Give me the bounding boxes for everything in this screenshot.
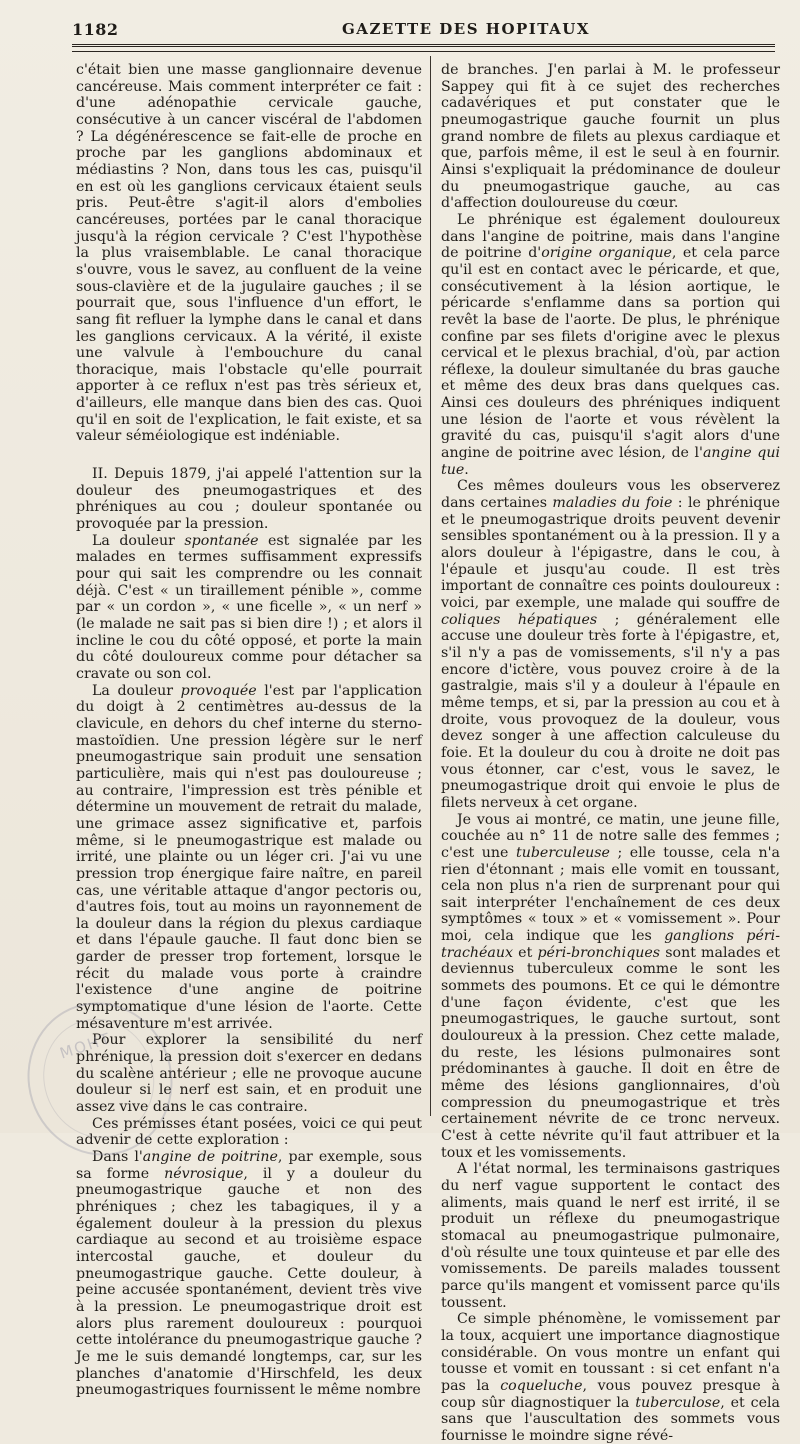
italic-term: ganglions péri-trachéaux [441,928,780,961]
paragraph: Je vous ai montré, ce matin, une jeune fille, couchée au n° 11 de notre salle des femmes ; c'est une tuberculeuse ; elle tousse, cela n'a rien d'étonnant ; mais elle vomit en toussant, cela non plus n'a rien de surprenant pour qui sait interpréter l'enchaînement de ces deux symptômes « toux » et « vomissement ». Pour moi, cela indique que les ganglions péri-trachéaux et péri-bronchiques sont malades et deviennus tuberculeux comme le sont les sommets des poumons. Et ce qui le démontre d'une façon évidente, c'est que les pneumogastriques, le gauche surtout, sont douloureux à la pression. Chez cette malade, du reste, les lésions pulmonaires sont prédominantes à gauche. Il doit en être de même des lésions ganglionnaires, d'où compression du pneumogastrique et très certainement névrite de ce tronc nerveux. C'est à cette névrite qu'il faut attribuer et la toux et les vomissements. [441,811,780,1161]
italic-term: origine organique [541,245,672,262]
italic-term: spontanée [184,532,259,549]
paragraph: La douleur spontanée est signalée par les malades en termes suffisamment expressifs pour qui sait les comprendre ou les connait déjà. C'est « un tiraillement pénible », comme par « un cordon », « une ficelle », « un nerf » (le malade ne sait pas si bien dire !) ; et alors il incline le cou du côté opposé, et porte la main du côté douloureux comme pour détacher sa cravate ou son col. [76,532,423,682]
paragraph: Ce simple phénomène, le vomissement par la toux, acquiert une importance diagnostique considérable. On vous montre un enfant qui tousse et vomit en toussant : si cet enfant n'a pas la coqueluche, vous pouvez presque à coup sûr diagnostiquer la tuberculose, et cela sans que l'auscultation des sommets vous fournisse le moindre signe révé- [441,1311,780,1444]
section-heading-paragraph: II. Depuis 1879, j'ai appelé l'attention sur la douleur des pneumogastriques et des phréniques au cou ; douleur spontanée ou provoquée par la pression. [76,466,422,533]
italic-term: névrosique [164,1165,244,1182]
paragraph: Pour explorer la sensibilité du nerf phrénique, la pression doit s'exercer en dedans du scalène antérieur ; elle ne provoque aucune douleur si le nerf est sain, et en produit une assez vive dans le cas contraire. [76,1032,422,1116]
paragraph: A l'état normal, les terminaisons gastriques du nerf vague supportent le contact des aliments, mais quand le nerf est irrité, il se produit un réflexe du pneumogastrique stomacal au pneumogastrique pulmonaire, d'où résulte une toux quinteuse et par elle des vomissements. De pareils malades toussent parce qu'ils mangent et vomissent parce qu'ils toussent. [441,1161,780,1311]
italic-term: péri-bronchiques [537,944,661,961]
italic-term: tuberculeuse [516,844,610,861]
page-number: 1182 [72,20,119,39]
paragraph: La douleur provoquée l'est par l'application du doigt à 2 centimètres au-dessus de la clavicule, en dehors du chef interne du sterno-mastoïdien. Une pression légère sur le nerf pneumogastrique sain produit une sensation particulière, mais qui n'est pas douloureuse ; au contraire, l'impression est très pénible et détermine un mouvement de retrait du malade, une grimace assez significative et, parfois même, si le pneumogastrique est malade ou irrité, une plainte ou un léger cri. J'ai vu une pression trop énergique faire naître, en pareil cas, une véritable attaque d'angor pectoris ou, d'autres fois, tout au moins un rayonnement de la douleur dans la région du plexus cardiaque et dans l'épaule gauche. Il faut donc bien se garder de presser trop fortement, lorsque le récit du malade vous porte à craindre l'existence d'une angine de poitrine symptomatique d'une lésion de l'aorte. Cette mésaventure m'est arrivée. [76,682,423,1032]
header-rule-thin [72,51,775,52]
paragraph: c'était bien une masse ganglionnaire devenue cancéreuse. Mais comment interpréter ce fait : d'une adénopathie cervicale gauche, consécutive à un cancer viscéral de l'abdomen ? La dégénérescence se fait-elle de proche en proche par les ganglions abdominaux et médiastins ? Non, dans tous les cas, puisqu'il en est où les ganglions cervicaux étaient seuls pris. Peut-être s'agit-il alors d'embolies cancéreuses, portées par le canal thoracique jusqu'à la région cervicale ? C'est l'hypothèse la plus vraisemblable. Le canal thoracique s'ouvre, vous le savez, au confluent de la veine sous-clavière et de la jugulaire gauches ; il se pourrait que, sous l'influence d'un effort, le sang fit refluer la lymphe dans le canal et dans les ganglions cervicaux. A la vérité, il existe une valvule à l'embouchure du canal thoracique, mais l'obstacle qu'elle pourrait apporter à ce reflux n'est pas très sérieux et, d'ailleurs, elle manque dans bien des cas. Quoi qu'il en soit de l'explication, le fait existe, et sa valeur séméiologique est indéniable. [76,62,422,445]
italic-term: coliques hépatiques [441,611,598,628]
paragraph: Ces prémisses étant posées, voici ce qui peut advenir de cette exploration : [76,1115,422,1149]
italic-term: maladies du foie [552,495,673,512]
paragraph: Dans l'angine de poitrine, par exemple, sous sa forme névrosique, il y a douleur du pneumogastrique gauche et non des phréniques ; chez les tabagiques, il y a également douleur à la pression du plexus cardiaque au second et au troisième espace intercostal gauche, et douleur du pneumogastrique gauche. Cette douleur, à peine accusée spontanément, devient très vive à la pression. Le pneumogastrique droit est alors plus rarement douloureux : pourquoi cette intolérance du pneumogastrique gauche ? Je me le suis demandé longtemps, car, sur les planches d'anatomie d'Hirschfeld, les deux pneumogastriques fournissent le même nombre [76,1149,423,1399]
left-column [76,62,422,1399]
italic-term: coqueluche [500,1377,583,1394]
header-rule [72,44,775,47]
stamp-text: MOHT [57,1029,114,1063]
stamp-inner-ring [28,1004,170,1152]
italic-term: tuberculose [635,1394,721,1411]
page-header [72,16,772,40]
italic-term: angine qui tue [441,445,780,478]
paragraph: Le phrénique est également douloureux dans l'angine de poitrine, mais dans l'angine de poitrine d'origine organique, et cela parce qu'il est en contact avec le péricarde, et que, consécutivement à la lésion aortique, le péricarde s'enflamme dans sa portion qui revêt la base de l'aorte. De plus, le phrénique confine par ses filets d'origine avec le plexus cervical et le plexus brachial, d'où, par action réflexe, la douleur simultanée du bras gauche et même des deux bras dans quelques cas. Ainsi ces douleurs des phréniques indiquent une lésion de l'aorte et vous révèlent la gravité du cas, puisqu'il s'agit alors d'une angine de poitrine avec lésion, de l'angine qui tue. [441,211,780,478]
italic-term: provoquée [180,682,257,699]
paragraph: Ces mêmes douleurs vous les observerez dans certaines maladies du foie : le phrénique et le pneumogastrique droits peuvent devenir sensibles spontanément ou à la pression. Il y a alors douleur à l'épigastre, dans le cou, à l'épaule et jusqu'au coude. Il est très important de connaître ces points douloureux : voici, par exemple, une malade qui souffre de coliques hépatiques ; généralement elle accuse une douleur très forte à l'épigastre, et, s'il n'y a pas de vomissements, s'il n'y a pas encore d'ictère, vous pouvez croire à de la gastralgie, mais s'il y a douleur à l'épaule en même temps, et si, par la pression au cou et à droite, vous provoquez de la douleur, vous devez songer à une affection calculeuse du foie. Et la douleur du cou à droite ne doit pas vous étonner, car c'est, vous le savez, le pneumogastrique droit qui envoie le plus de filets nerveux à cet organe. [441,478,780,811]
paragraph: de branches. J'en parlai à M. le professeur Sappey qui fit à ce sujet des recherches cadavériques et put constater que le pneumogastrique gauche fournit un plus grand nombre de filets au plexus cardiaque et que, parfois même, il est le seul à en fournir. Ainsi s'expliquait la prédominance de douleur du pneumogastrique gauche, au cas d'affection douloureuse du cœur. [441,62,780,212]
journal-title: GAZETTE DES HOPITAUX [342,20,591,38]
right-column [441,62,780,1444]
column-divider [430,56,431,1116]
italic-term: angine de poitrine [142,1149,278,1165]
